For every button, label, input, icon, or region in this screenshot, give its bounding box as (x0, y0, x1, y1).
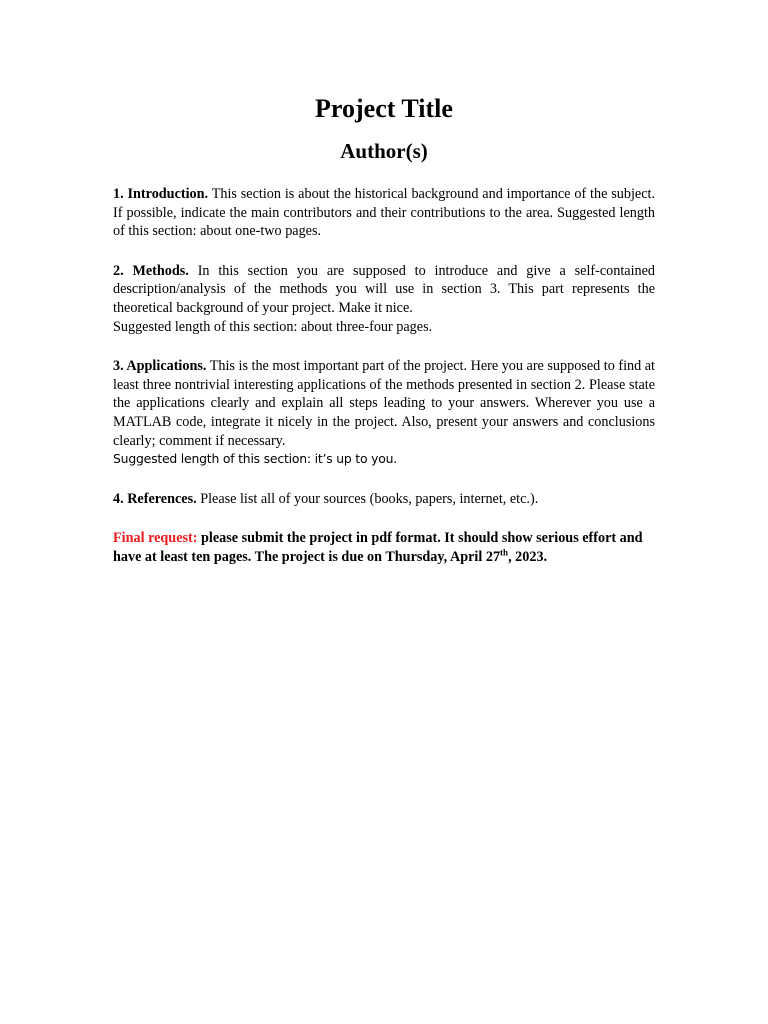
final-request-date-end: , 2023. (508, 548, 548, 565)
final-request (113, 529, 655, 566)
date-ordinal-suffix: th (500, 547, 509, 558)
document-page (113, 92, 655, 567)
section-body: This section is about the historical background and importance of the subject. If possible, indicate the main contributors and their contributions to the area. Suggested length of this section: about one-two pages. (113, 186, 655, 240)
final-request-label: Final request: (113, 530, 198, 547)
section-heading: 3. Applications. (113, 358, 207, 375)
section-references (113, 490, 655, 509)
section-body: Please list all of your sources (books, papers, internet, etc.). (200, 490, 539, 507)
authors-heading: Author(s) (340, 139, 428, 163)
section-length-note: Suggested length of this section: about three-four pages. (113, 318, 433, 335)
section-body: This is the most important part of the project. Here you are supposed to find at least three nontrivial interesting applications of the methods presented in section 2. Please state the applications clearly and explain all steps leading to your answers. Wherever you use a MATLAB code, integrate it nicely in the project. Also, present your answers and conclusions clearly; comment if necessary. (113, 358, 655, 449)
page-title: Project Title (315, 94, 453, 123)
section-applications (113, 357, 655, 469)
section-body: In this section you are supposed to introduce and give a self-contained description/analysis of the methods you will use in section 3. This part represents the theoretical background of your project. Make it nice. (113, 262, 656, 316)
section-heading: 1. Introduction. (113, 186, 209, 202)
final-request-text: please submit the project in pdf format. It should show serious effort and have at least ten pages. The project is due on Thursday, April 27 (113, 530, 643, 565)
section-length-note: Suggested length of this section: it’s up to you. (113, 451, 397, 467)
section-methods (113, 262, 655, 336)
section-introduction (113, 185, 655, 241)
section-heading: 2. Methods. (113, 262, 189, 279)
section-heading: 4. References. (113, 490, 197, 507)
